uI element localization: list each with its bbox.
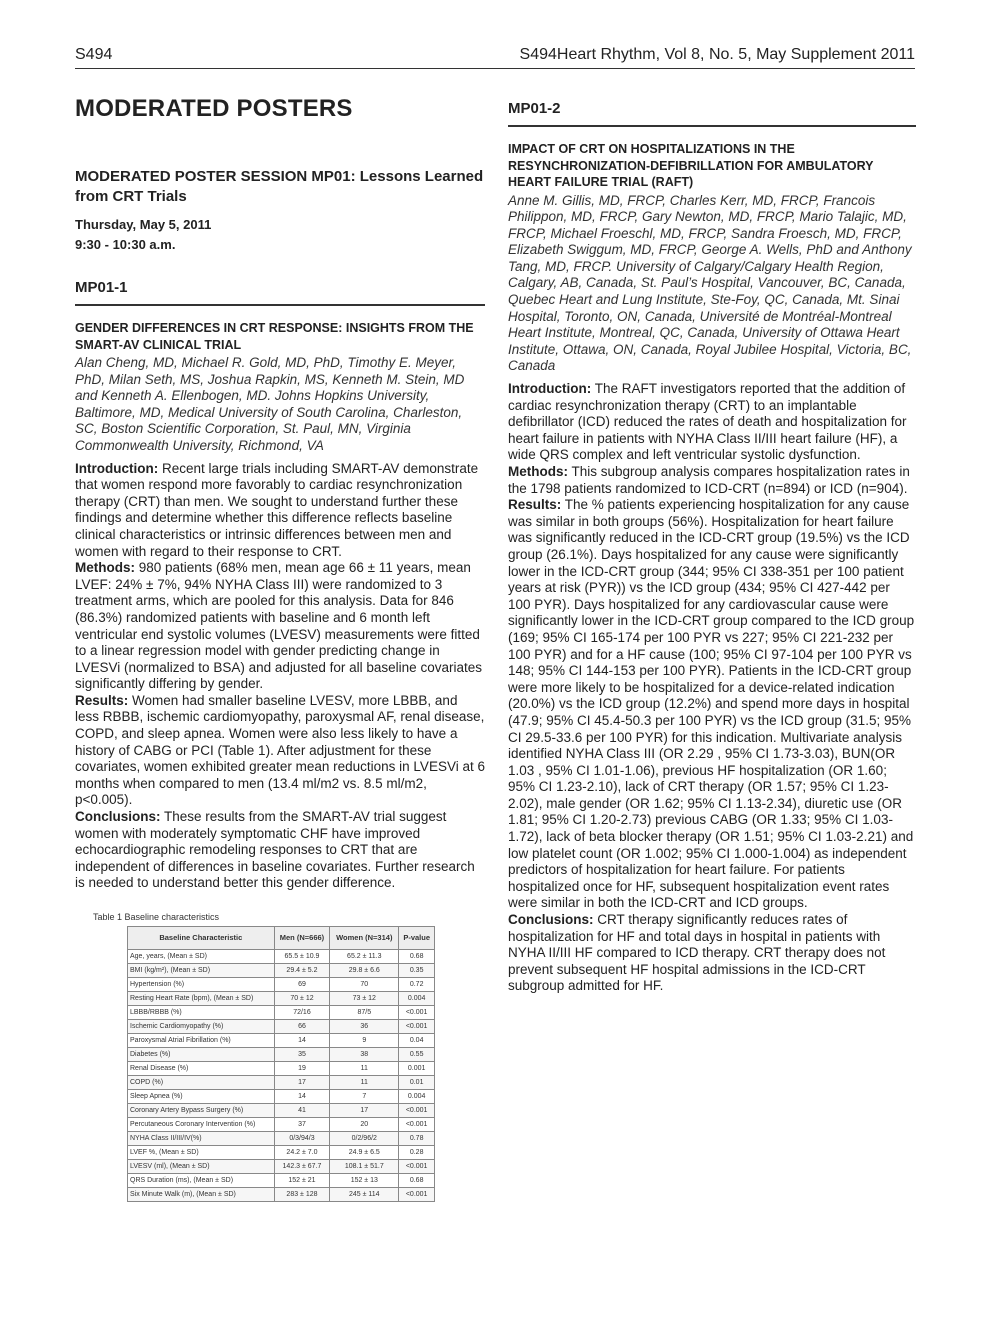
conclusions-label: Conclusions: xyxy=(508,912,594,928)
table-row xyxy=(128,978,435,992)
table-cell: 29.4 ± 5.2 xyxy=(274,964,330,978)
introduction-text: Recent large trials including SMART-AV demonstrate that women respond more favorably to cardiac resynchronization therapy (CRT) than men. We sought to understand further these findings and determine whether this difference reflects baseline clinical characteristics or intrinsic differences between men and women with regard to their response to CRT. xyxy=(75,460,479,559)
table-row xyxy=(128,1160,435,1174)
table-cell: <0.001 xyxy=(399,1104,435,1118)
introduction-label: Introduction: xyxy=(508,381,592,397)
table-cell: 65.2 ± 11.3 xyxy=(330,950,399,964)
table-row xyxy=(128,1118,435,1132)
table-cell: 283 ± 128 xyxy=(274,1188,330,1202)
abstract-authors: Alan Cheng, MD, Michael R. Gold, MD, PhD, Timothy E. Meyer, PhD, Milan Seth, MS, Joshua Rapkin, MS, Kenneth M. Stein, MD and Kenneth A. Ellenbogen, MD. Johns Hopkins University, Baltimore, MD, Medical University of South Carolina, Charleston, SC, Boston Scientific Corporation, St. Paul, MN, Virginia Commonwealth University, Richmond, VA xyxy=(75,355,465,453)
abstract-title: GENDER DIFFERENCES IN CRT RESPONSE: INSIGHTS FROM THE SMART-AV CLINICAL TRIAL xyxy=(75,321,474,352)
table-cell: 0.01 xyxy=(399,1076,435,1090)
table-cell: 20 xyxy=(330,1118,399,1132)
table-cell: 0.04 xyxy=(399,1034,435,1048)
table-cell: 152 ± 21 xyxy=(274,1174,330,1188)
methods-text: This subgroup analysis compares hospitalization rates in the 1798 patients randomized to ICD-CRT (n=894) or ICD (n=904). xyxy=(508,464,910,496)
table-cell: 37 xyxy=(274,1118,330,1132)
table-row-label: Coronary Artery Bypass Surgery (%) xyxy=(128,1104,275,1118)
table-row-label: BMI (kg/m²), (Mean ± SD) xyxy=(128,964,275,978)
table-row xyxy=(128,992,435,1006)
table-cell: 24.9 ± 6.5 xyxy=(330,1146,399,1160)
table-cell: <0.001 xyxy=(399,1188,435,1202)
section-heading: MODERATED POSTERS xyxy=(75,95,353,122)
table-cell: 7 xyxy=(330,1090,399,1104)
table-cell: 0.55 xyxy=(399,1048,435,1062)
table-row xyxy=(128,1188,435,1202)
table-cell: 9 xyxy=(330,1034,399,1048)
introduction-paragraph xyxy=(75,461,485,561)
table-row xyxy=(128,950,435,964)
table-cell: 36 xyxy=(330,1020,399,1034)
table-row xyxy=(128,1006,435,1020)
table-header-cell: Men (N=666) xyxy=(274,927,330,950)
table-cell: 14 xyxy=(274,1034,330,1048)
table-row-label: Renal Disease (%) xyxy=(128,1062,275,1076)
table-cell: 0.004 xyxy=(399,992,435,1006)
table-caption: Table 1 Baseline characteristics xyxy=(93,912,220,922)
introduction-paragraph xyxy=(508,381,916,464)
table-row-label: Six Minute Walk (m), (Mean ± SD) xyxy=(128,1188,275,1202)
introduction-label: Introduction: xyxy=(75,460,159,476)
session-time: 9:30 - 10:30 a.m. xyxy=(75,237,176,252)
table-cell: 0.28 xyxy=(399,1146,435,1160)
table-cell: 152 ± 13 xyxy=(330,1174,399,1188)
abstract-id: MP01-2 xyxy=(508,100,916,127)
left-column xyxy=(75,95,485,892)
table-cell: 0/2/96/2 xyxy=(330,1132,399,1146)
table-row-label: Ischemic Cardiomyopathy (%) xyxy=(128,1020,275,1034)
methods-label: Methods: xyxy=(508,464,568,479)
conclusions-paragraph xyxy=(508,912,916,995)
table-row xyxy=(128,1146,435,1160)
table-cell: 11 xyxy=(330,1076,399,1090)
session-date: Thursday, May 5, 2011 xyxy=(75,217,212,232)
table-header-cell: Women (N=314) xyxy=(330,927,399,950)
table-cell: 0.68 xyxy=(399,1174,435,1188)
methods-text: 980 patients (68% men, mean age 66 ± 11 years, mean LVEF: 24% ± 7%, 94% NYHA Class III) were randomized to 3 treatment arms, which are pooled for this analysis. Data for 846 (86.3%) randomized patients with baseline and 6 month left ventricular end systolic volumes (LVESV) measurements were fitted to a linear regression model with gender predicting change in LVESVi (normalized to BSA) and adjusted for all baseline covariates significantly differing by gender. xyxy=(75,560,482,692)
table-cell: 11 xyxy=(330,1062,399,1076)
table-cell: 0.78 xyxy=(399,1132,435,1146)
conclusions-text: CRT therapy significantly reduces rates of hospitalization for HF and total days in hospital in patients with NYHA II/III HF compared to ICD therapy. CRT therapy does not prevent subsequent HF hospital admissions in the ICD-CRT subgroup admitted for HF. xyxy=(508,912,886,994)
table-cell: 29.8 ± 6.6 xyxy=(330,964,399,978)
table-row-label: LBBB/RBBB (%) xyxy=(128,1006,275,1020)
session-title: MODERATED POSTER SESSION MP01: Lessons Learned from CRT Trials xyxy=(75,168,484,205)
table-cell: 0.72 xyxy=(399,978,435,992)
table-row-label: Resting Heart Rate (bpm), (Mean ± SD) xyxy=(128,992,275,1006)
results-paragraph xyxy=(75,693,485,809)
table-row-label: Sleep Apnea (%) xyxy=(128,1090,275,1104)
table-cell: 41 xyxy=(274,1104,330,1118)
baseline-table-figure xyxy=(75,912,435,1224)
table-row-label: Age, years, (Mean ± SD) xyxy=(128,950,275,964)
table-row xyxy=(128,964,435,978)
table-cell: 0.68 xyxy=(399,950,435,964)
table-cell: 87/5 xyxy=(330,1006,399,1020)
results-text: The % patients experiencing hospitalization for any cause was similar in both groups (56%). Hospitalization for heart failure was significantly reduced in the ICD-CRT group (19.5%) vs the ICD group (26.1%). Days hospitalized for any cause were significantly lower in the ICD-CRT group (344; 95% CI 338-351 per 100 patient years at risk (PYR)) vs the ICD group (434; 95% CI 427-442 per 100 PYR). Days hospitalized for any cardiovascular cause were significantly lower in the ICD-CRT group compared to the ICD group (169; 95% CI 165-174 per 100 PYR vs 227; 95% CI 221-232 per 100 PYR) and for a HF cause (100; 95% CI 97-104 per 100 PYR vs 148; 95% CI 144-153 per 100 PYR). Patients in the ICD-CRT group were more likely to be hospitalized for a device-related indication (20.0%) vs the ICD group (12.2%) and spend more days in hospital (47.9; 95% CI 45.4-50.3 per 100 PYR) vs the ICD group (31.5; 95% CI 29.5-33.6 per 100 PYR) for this indication. Multivariate analysis identified NYHA Class III (OR 2.29 , 95% CI 1.73-3.03), BUN(OR 1.03 , 95% CI 1.01-1.06), previous HF hospitalization (OR 1.60; 95% CI 1.23-2.10), lack of CRT therapy (OR 1.57; 95% CI 1.23-2.02), male gender (OR 1.62; 95% CI 1.13-2.34), diuretic use (OR 1.81; 95% CI 1.20-2.73) previous CABG (OR 1.33; 95% CI 1.03-1.72), lack of beta blocker therapy (OR 1.51; 95% CI 1.03-2.21) and low platelet count (OR 1.002; 95% CI 1.000-1.004) as independent predictors of hospitalization for heart failure. For patients hospitalized once for HF, subsequent hospitalization event rates were similar in both the ICD-CRT and ICD groups. xyxy=(508,497,915,911)
table-row-label: QRS Duration (ms), (Mean ± SD) xyxy=(128,1174,275,1188)
table-cell: 69 xyxy=(274,978,330,992)
conclusions-paragraph xyxy=(75,809,485,892)
table-cell: 245 ± 114 xyxy=(330,1188,399,1202)
table-cell: 24.2 ± 7.0 xyxy=(274,1146,330,1160)
running-header xyxy=(75,46,915,69)
table-row-label: LVEF %, (Mean ± SD) xyxy=(128,1146,275,1160)
results-label: Results: xyxy=(508,497,562,513)
table-header-row xyxy=(128,927,435,950)
methods-paragraph xyxy=(75,560,485,693)
table-cell: 0.001 xyxy=(399,1062,435,1076)
methods-paragraph xyxy=(508,464,916,497)
results-paragraph xyxy=(508,497,916,912)
table-cell: <0.001 xyxy=(399,1006,435,1020)
table-row xyxy=(128,1090,435,1104)
table-row xyxy=(128,1104,435,1118)
results-label: Results: xyxy=(75,692,129,708)
table-cell: 73 ± 12 xyxy=(330,992,399,1006)
table-cell: <0.001 xyxy=(399,1160,435,1174)
baseline-table xyxy=(127,926,435,1202)
page-number-left: S494 xyxy=(75,46,113,63)
table-row xyxy=(128,1062,435,1076)
table-cell: 70 xyxy=(330,978,399,992)
abstract-id: MP01-1 xyxy=(75,279,485,306)
table-cell: 19 xyxy=(274,1062,330,1076)
table-cell: 0.35 xyxy=(399,964,435,978)
table-row-label: Hypertension (%) xyxy=(128,978,275,992)
table-row xyxy=(128,1048,435,1062)
table-row-label: LVESV (ml), (Mean ± SD) xyxy=(128,1160,275,1174)
methods-label: Methods: xyxy=(75,560,135,576)
table-cell: 17 xyxy=(330,1104,399,1118)
table-cell: 108.1 ± 51.7 xyxy=(330,1160,399,1174)
table-row xyxy=(128,1020,435,1034)
table-cell: 65.5 ± 10.9 xyxy=(274,950,330,964)
table-row xyxy=(128,1174,435,1188)
table-cell: 0/3/94/3 xyxy=(274,1132,330,1146)
table-row-label: NYHA Class II/III/IV(%) xyxy=(128,1132,275,1146)
table-cell: <0.001 xyxy=(399,1020,435,1034)
table-cell: 142.3 ± 67.7 xyxy=(274,1160,330,1174)
table-cell: 38 xyxy=(330,1048,399,1062)
table-cell: 35 xyxy=(274,1048,330,1062)
table-cell: 17 xyxy=(274,1076,330,1090)
table-row-label: Diabetes (%) xyxy=(128,1048,275,1062)
table-header-cell: P-value xyxy=(399,927,435,950)
table-row xyxy=(128,1076,435,1090)
table-cell: 14 xyxy=(274,1090,330,1104)
table-cell: 72/16 xyxy=(274,1006,330,1020)
table-body xyxy=(128,950,435,1202)
table-row xyxy=(128,1132,435,1146)
table-header-cell: Baseline Characteristic xyxy=(128,927,275,950)
journal-citation: S494Heart Rhythm, Vol 8, No. 5, May Supplement 2011 xyxy=(519,46,915,63)
table-row-label: Percutaneous Coronary Intervention (%) xyxy=(128,1118,275,1132)
abstract-authors: Anne M. Gillis, MD, FRCP, Charles Kerr, MD, FRCP, Francois Philippon, MD, FRCP, Gary Newton, MD, FRCP, Mario Talajic, MD, FRCP, Michael Froeschl, MD, FRCP, Sandra Froesch, MD, FRCP, Elizabeth Swiggum, MD, FRCP, George A. Wells, PhD and Anthony Tang, MD, FRCP. University of Calgary/Calgary Health Region, Calgary, AB, Canada, St. Paul’s Hospital, Vancouver, BC, Canada, Quebec Heart and Lung Institute, Ste-Foy, QC, Canada, Mt. Sinai Hospital, Toronto, ON, Canada, Université de Montréal-Montreal Heart Institute, Montreal, QC, Canada, University of Ottawa Heart Institute, Ottawa, ON, Canada, Royal Jubilee Hospital, Victoria, BC, Canada xyxy=(508,192,912,374)
introduction-text: The RAFT investigators reported that the addition of cardiac resynchronization therapy (CRT) to an implantable defibrillator (ICD) reduced the rates of death and hospitalization for heart failure in patients with NYHA Class II/III heart failure (HF), a wide QRS complex and left ventricular systolic dysfunction. xyxy=(508,381,907,463)
results-text: Women had smaller baseline LVESV, more LBBB, and less RBBB, ischemic cardiomyopathy, paroxysmal AF, renal disease, COPD, and sleep apnea. Women were also less likely to have a history of CABG or PCI (Table 1). After adjustment for these covariates, women exhibited greater mean reductions in LVESVi at 6 months when compared to men (13.4 ml/m2 vs. 8.5 ml/m2, p<0.005). xyxy=(75,692,485,808)
table-row xyxy=(128,1034,435,1048)
table-cell: 66 xyxy=(274,1020,330,1034)
table-row-label: Paroxysmal Atrial Fibrillation (%) xyxy=(128,1034,275,1048)
right-column xyxy=(508,100,916,995)
conclusions-text: These results from the SMART-AV trial suggest women with moderately symptomatic CHF have improved echocardiographic remodeling responses to CRT that are independent of differences in baseline covariates. Further research is needed to understand better this gender difference. xyxy=(75,809,475,891)
table-row-label: COPD (%) xyxy=(128,1076,275,1090)
table-cell: 0.004 xyxy=(399,1090,435,1104)
table-cell: <0.001 xyxy=(399,1118,435,1132)
conclusions-label: Conclusions: xyxy=(75,809,161,825)
abstract-title: IMPACT OF CRT ON HOSPITALIZATIONS IN THE RESYNCHRONIZATION-DEFIBRILLATION FOR AMBULATORY HEART FAILURE TRIAL (RAFT) xyxy=(508,142,874,189)
table-cell: 70 ± 12 xyxy=(274,992,330,1006)
